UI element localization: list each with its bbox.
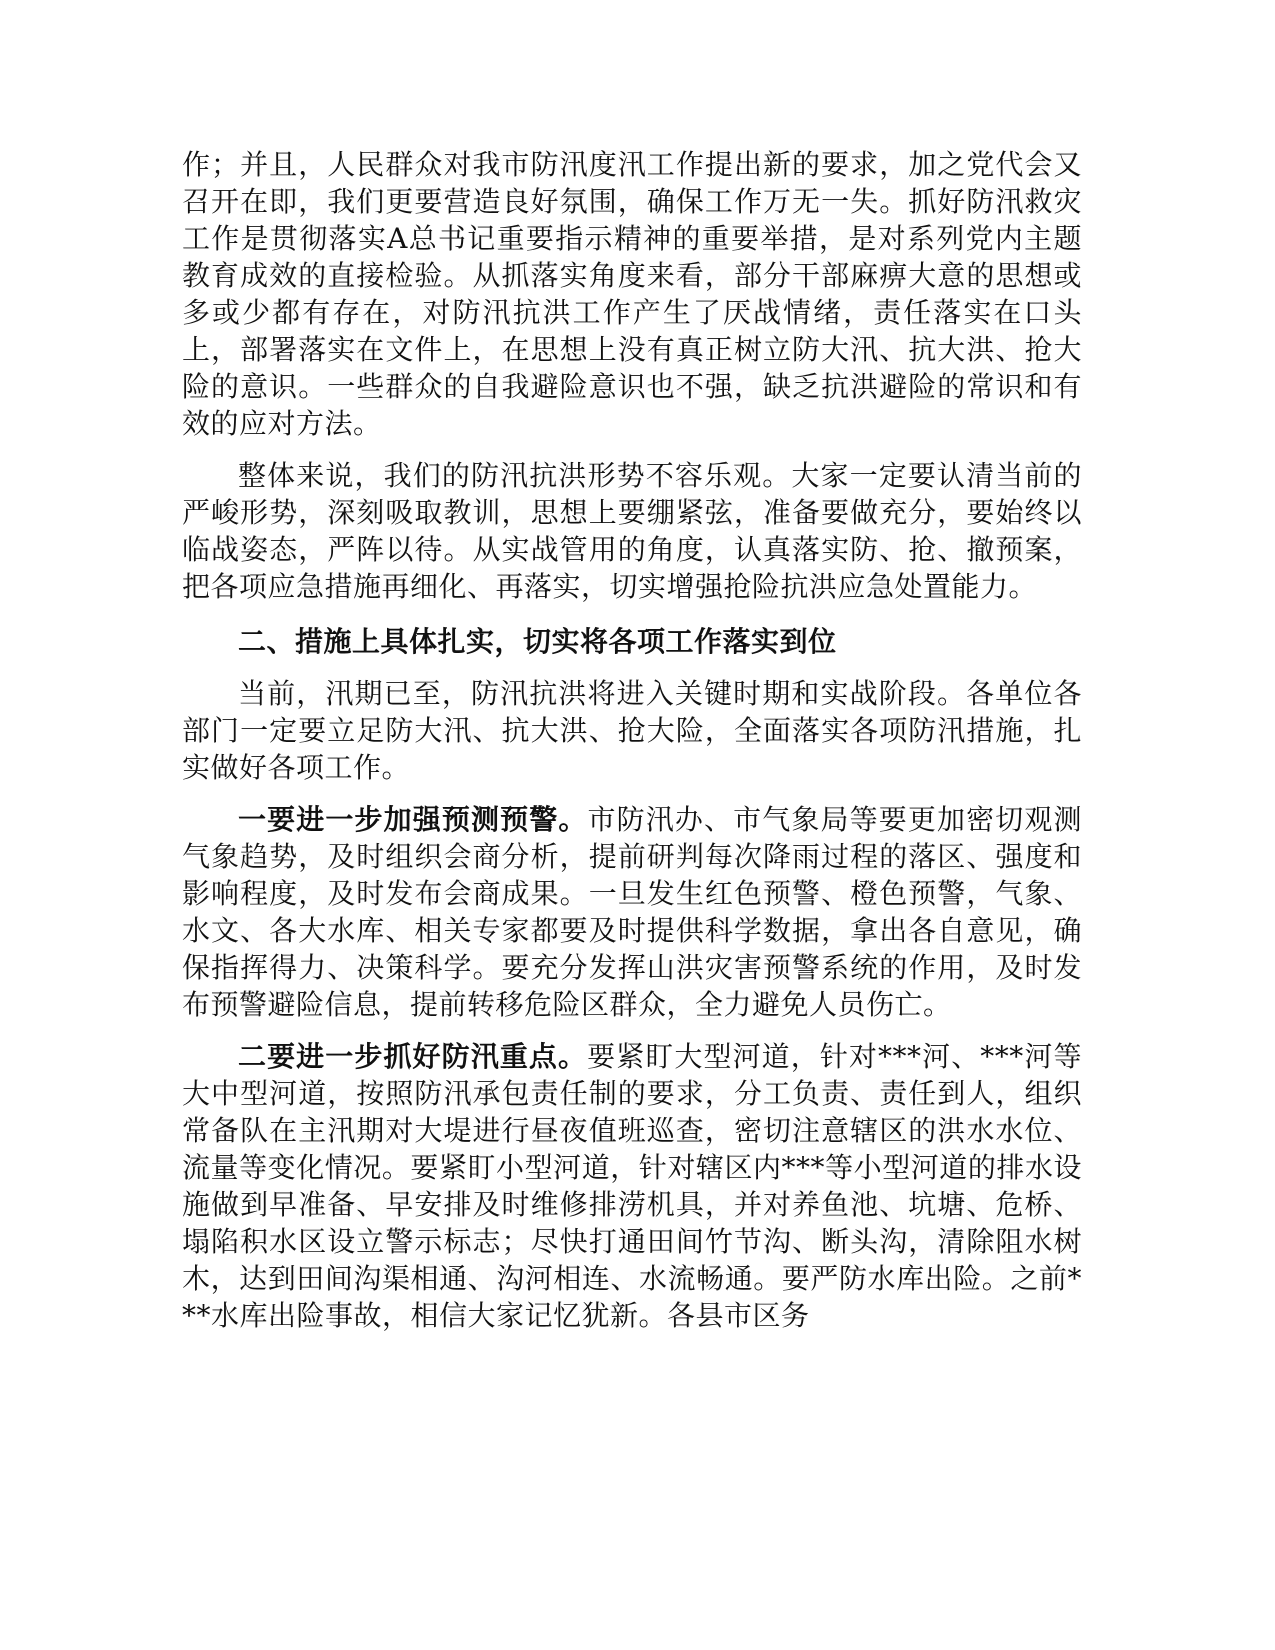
paragraph-item-2 xyxy=(182,1038,1082,1334)
item-2-lead: 二要进一步抓好防汛重点。 xyxy=(238,1040,588,1073)
section-heading: 二、措施上具体扎实，切实将各项工作落实到位 xyxy=(238,625,837,658)
paragraph-continued: 作；并且，人民群众对我市防汛度汛工作提出新的要求，加之党代会又召开在即，我们更要营造良好氛围，确保工作万无一失。抓好防汛救灾工作是贯彻落实A总书记重要指示精神的重要举措，是对系列党内主题教育成效的直接检验。从抓落实角度来看，部分干部麻痹大意的思想或多或少都有存在，对防汛抗洪工作产生了厌战情绪，责任落实在口头上，部署落实在文件上，在思想上没有真正树立防大汛、抗大洪、抢大险的意识。一些群众的自我避险意识也不强，缺乏抗洪避险的常识和有效的应对方法。 xyxy=(182,148,1082,440)
item-1-lead: 一要进一步加强预测预警。 xyxy=(238,803,588,836)
paragraph-item-1 xyxy=(182,801,1082,1023)
item-2-text: 要紧盯大型河道，针对***河、***河等大中型河道，按照防汛承包责任制的要求，分工负责、责任到人，组织常备队在主汛期对大堤进行昼夜值班巡查，密切注意辖区的洪水水位、流量等变化情况。要紧盯小型河道，针对辖区内***等小型河道的排水设施做到早准备、早安排及时维修排涝机具，并对养鱼池、坑塘、危桥、塌陷积水区设立警示标志；尽快打通田间竹节沟、断头沟，清除阻水树木，达到田间沟渠相通、沟河相连、水流畅通。要严防水库出险。之前***水库出险事故，相信大家记忆犹新。各县市区务 xyxy=(182,1040,1082,1332)
document-body xyxy=(182,146,1082,1334)
paragraph-intro: 当前，汛期已至，防汛抗洪将进入关键时期和实战阶段。各单位各部门一定要立足防大汛、抗大洪、抢大险，全面落实各项防汛措施，扎实做好各项工作。 xyxy=(182,677,1082,784)
paragraph-situation-summary: 整体来说，我们的防汛抗洪形势不容乐观。大家一定要认清当前的严峻形势，深刻吸取教训，思想上要绷紧弦，准备要做充分，要始终以临战姿态，严阵以待。从实战管用的角度，认真落实防、抢、撤预案，把各项应急措施再细化、再落实，切实增强抢险抗洪应急处置能力。 xyxy=(182,459,1082,603)
item-1-text: 市防汛办、市气象局等要更加密切观测气象趋势，及时组织会商分析，提前研判每次降雨过程的落区、强度和影响程度，及时发布会商成果。一旦发生红色预警、橙色预警，气象、水文、各大水库、相关专家都要及时提供科学数据，拿出各自意见，确保指挥得力、决策科学。要充分发挥山洪灾害预警系统的作用，及时发布预警避险信息，提前转移危险区群众，全力避免人员伤亡。 xyxy=(182,803,1082,1021)
